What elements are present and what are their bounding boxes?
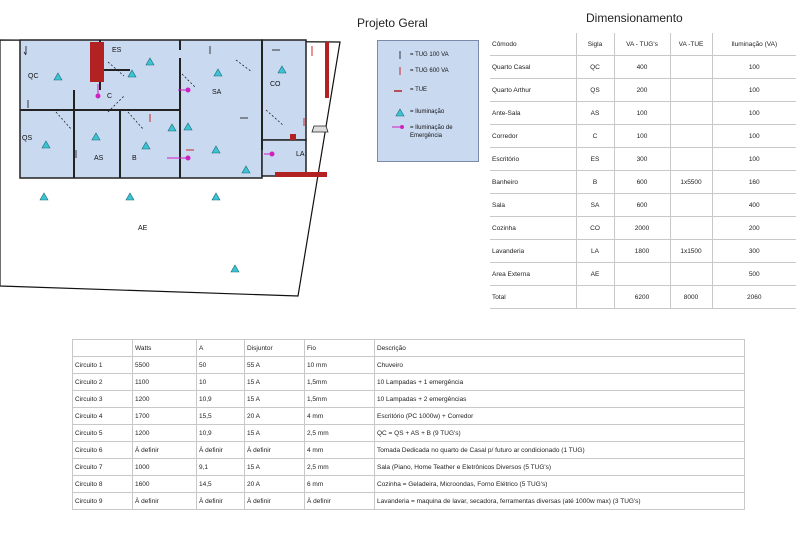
table-cell: 2000 [614,217,670,240]
table-cell: À definir [197,442,245,459]
table-header-row [490,33,796,56]
table-row [73,476,745,493]
header-watts: Watts [133,340,197,357]
table-row [73,391,745,408]
room-label-c: C [107,93,113,100]
table-cell: Circuito 1 [73,357,133,374]
table-cell: Cozinha [490,217,576,240]
table-cell: ES [576,148,614,171]
table-cell: Banheiro [490,171,576,194]
table-row [73,357,745,374]
table-header-row [73,340,745,357]
tue-bar-laundry [275,172,327,177]
table-cell: Escritório [490,148,576,171]
legend-tug600: = TUG 600 VA [410,68,449,74]
table-cell: 5500 [133,357,197,374]
table-row [490,125,796,148]
table-cell: 100 [614,125,670,148]
table-cell [670,148,712,171]
table-cell: 400 [614,56,670,79]
table-cell: 400 [712,194,796,217]
table-cell: 600 [614,194,670,217]
table-cell: Total [490,286,576,309]
table-cell: 1800 [614,240,670,263]
table-cell: À definir [305,493,375,510]
table-cell: 20 A [245,476,305,493]
table-cell: 15,5 [197,408,245,425]
header-fio: Fio [305,340,375,357]
header-sigla: Sigla [576,33,614,56]
table-row [73,425,745,442]
tue-bar-shower [90,42,104,82]
room-label-qc: QC [28,73,39,80]
table-cell: 2,5 mm [305,425,375,442]
tue-bar-kitchen [325,42,329,98]
table-cell: 15 A [245,374,305,391]
table-cell: 100 [712,148,796,171]
table-cell [670,102,712,125]
table-cell: AS [576,102,614,125]
legend-tue: = TUE [410,87,428,93]
table-cell: 15 A [245,391,305,408]
table-row [490,263,796,286]
table-cell: 10 [197,374,245,391]
table-row [490,217,796,240]
table-cell: 10,9 [197,425,245,442]
dimensionamento-table-wrap [490,33,796,309]
room-label-es: ES [112,47,122,54]
table-cell: 1,5mm [305,374,375,391]
table-cell: Circuito 9 [73,493,133,510]
header-descricao: Descrição [375,340,745,357]
room-label-la: LA [296,151,305,158]
table-cell: 300 [614,148,670,171]
table-cell: 6 mm [305,476,375,493]
table-cell: Circuito 4 [73,408,133,425]
tue-box-laundry [290,134,296,140]
table-cell: Quarto Arthur [490,79,576,102]
table-cell: SA [576,194,614,217]
table-cell: 100 [712,125,796,148]
dimensionamento-table [490,33,796,309]
table-cell: QS [576,79,614,102]
table-row [490,148,796,171]
legend-symbols [378,41,478,161]
table-cell: 1100 [133,374,197,391]
laundry-tank [312,126,328,132]
header-va-tug: VA - TUG's [614,33,670,56]
table-cell [670,194,712,217]
table-cell: 1600 [133,476,197,493]
room-label-ae: AE [138,225,148,232]
table-cell: À definir [245,493,305,510]
dimensionamento-title: Dimensionamento [586,11,683,25]
circuitos-table-wrap [72,339,745,510]
table-cell: À definir [133,493,197,510]
table-cell: Cozinha = Geladeira, Microondas, Forno Elétrico (5 TUG's) [375,476,745,493]
table-cell: 200 [712,217,796,240]
table-cell: 8000 [670,286,712,309]
table-row [490,56,796,79]
table-cell: 1200 [133,391,197,408]
table-cell: Corredor [490,125,576,148]
table-cell: 1x1500 [670,240,712,263]
table-cell: 20 A [245,408,305,425]
room-label-b: B [132,155,137,162]
table-cell: 160 [712,171,796,194]
header-amps: A [197,340,245,357]
table-cell: À definir [245,442,305,459]
table-cell [670,56,712,79]
legend-tug100: = TUG 100 VA [410,52,449,58]
table-cell: Lavanderia [490,240,576,263]
plan-title: Projeto Geral [357,16,428,30]
header-disjuntor: Disjuntor [245,340,305,357]
table-row [73,442,745,459]
table-cell [670,263,712,286]
table-cell: Ante-Sala [490,102,576,125]
table-cell: 500 [712,263,796,286]
table-cell: 1000 [133,459,197,476]
table-cell: Circuito 5 [73,425,133,442]
table-cell: 15 A [245,459,305,476]
table-cell: 10 Lampadas + 2 emergências [375,391,745,408]
table-cell: 1700 [133,408,197,425]
header-comodo: Cômodo [490,33,576,56]
table-cell: 100 [712,79,796,102]
table-cell: 10,9 [197,391,245,408]
table-row [490,194,796,217]
table-row [490,79,796,102]
table-cell: Sala [490,194,576,217]
legend-iluminacao: = Iluminação [410,109,445,115]
table-cell: 600 [614,171,670,194]
table-cell: 4 mm [305,442,375,459]
table-cell: 200 [614,79,670,102]
table-cell [670,217,712,240]
table-cell: C [576,125,614,148]
table-cell: 9,1 [197,459,245,476]
table-cell: Lavanderia = maquina de lavar, secadora, ferramentas diversas (até 1000w max) (3 TUG's) [375,493,745,510]
table-row [490,286,796,309]
table-cell: Circuito 7 [73,459,133,476]
table-cell: 15 A [245,425,305,442]
table-cell: 100 [712,56,796,79]
table-cell: Chuveiro [375,357,745,374]
table-cell: 100 [712,102,796,125]
table-row [73,459,745,476]
header-circuito [73,340,133,357]
table-cell: 10 mm [305,357,375,374]
table-cell: Circuito 6 [73,442,133,459]
lamp-icon [396,109,404,116]
table-row [490,102,796,125]
room-label-co: CO [270,81,281,88]
table-cell: Circuito 8 [73,476,133,493]
table-row [73,408,745,425]
table-cell: CO [576,217,614,240]
table-row [73,374,745,391]
table-cell [670,79,712,102]
header-iluminacao: Iluminação (VA) [712,33,796,56]
table-cell: 6200 [614,286,670,309]
room-label-as: AS [94,155,104,162]
table-cell: 100 [614,102,670,125]
table-cell: 55 A [245,357,305,374]
table-cell: QC = QS + AS + B (9 TUG's) [375,425,745,442]
table-cell [614,263,670,286]
table-cell: AE [576,263,614,286]
table-cell: Circuito 2 [73,374,133,391]
table-cell: Tomada Dedicada no quarto de Casal p/ futuro ar condicionado (1 TUG) [375,442,745,459]
table-row [490,240,796,263]
table-cell: 2060 [712,286,796,309]
table-cell: Circuito 3 [73,391,133,408]
table-cell: 4 mm [305,408,375,425]
table-cell: 1,5mm [305,391,375,408]
header-va-tue: VA -TUE [670,33,712,56]
table-cell: LA [576,240,614,263]
table-cell [670,125,712,148]
table-cell: 2,5 mm [305,459,375,476]
room-label-qs: QS [22,135,33,142]
table-cell [576,286,614,309]
table-cell: Area Externa [490,263,576,286]
circuitos-table [72,339,745,510]
table-cell: Quarto Casal [490,56,576,79]
table-cell: 50 [197,357,245,374]
table-cell: 1200 [133,425,197,442]
floor-plan [0,0,372,300]
plan-legend [377,40,479,162]
legend-emergencia: = Iluminação de Emergência [410,125,453,139]
table-row [73,493,745,510]
table-cell: À definir [133,442,197,459]
table-row [490,171,796,194]
table-cell: QC [576,56,614,79]
table-cell: 10 Lampadas + 1 emergência [375,374,745,391]
table-cell: B [576,171,614,194]
table-cell: 14,5 [197,476,245,493]
room-label-sa: SA [212,89,222,96]
table-cell: À definir [197,493,245,510]
table-cell: Escritório (PC 1000w) + Corredor [375,408,745,425]
table-cell: Sala (Piano, Home Teather e Eletrônicos Diversos (5 TUG's) [375,459,745,476]
table-cell: 300 [712,240,796,263]
table-cell: 1x5500 [670,171,712,194]
